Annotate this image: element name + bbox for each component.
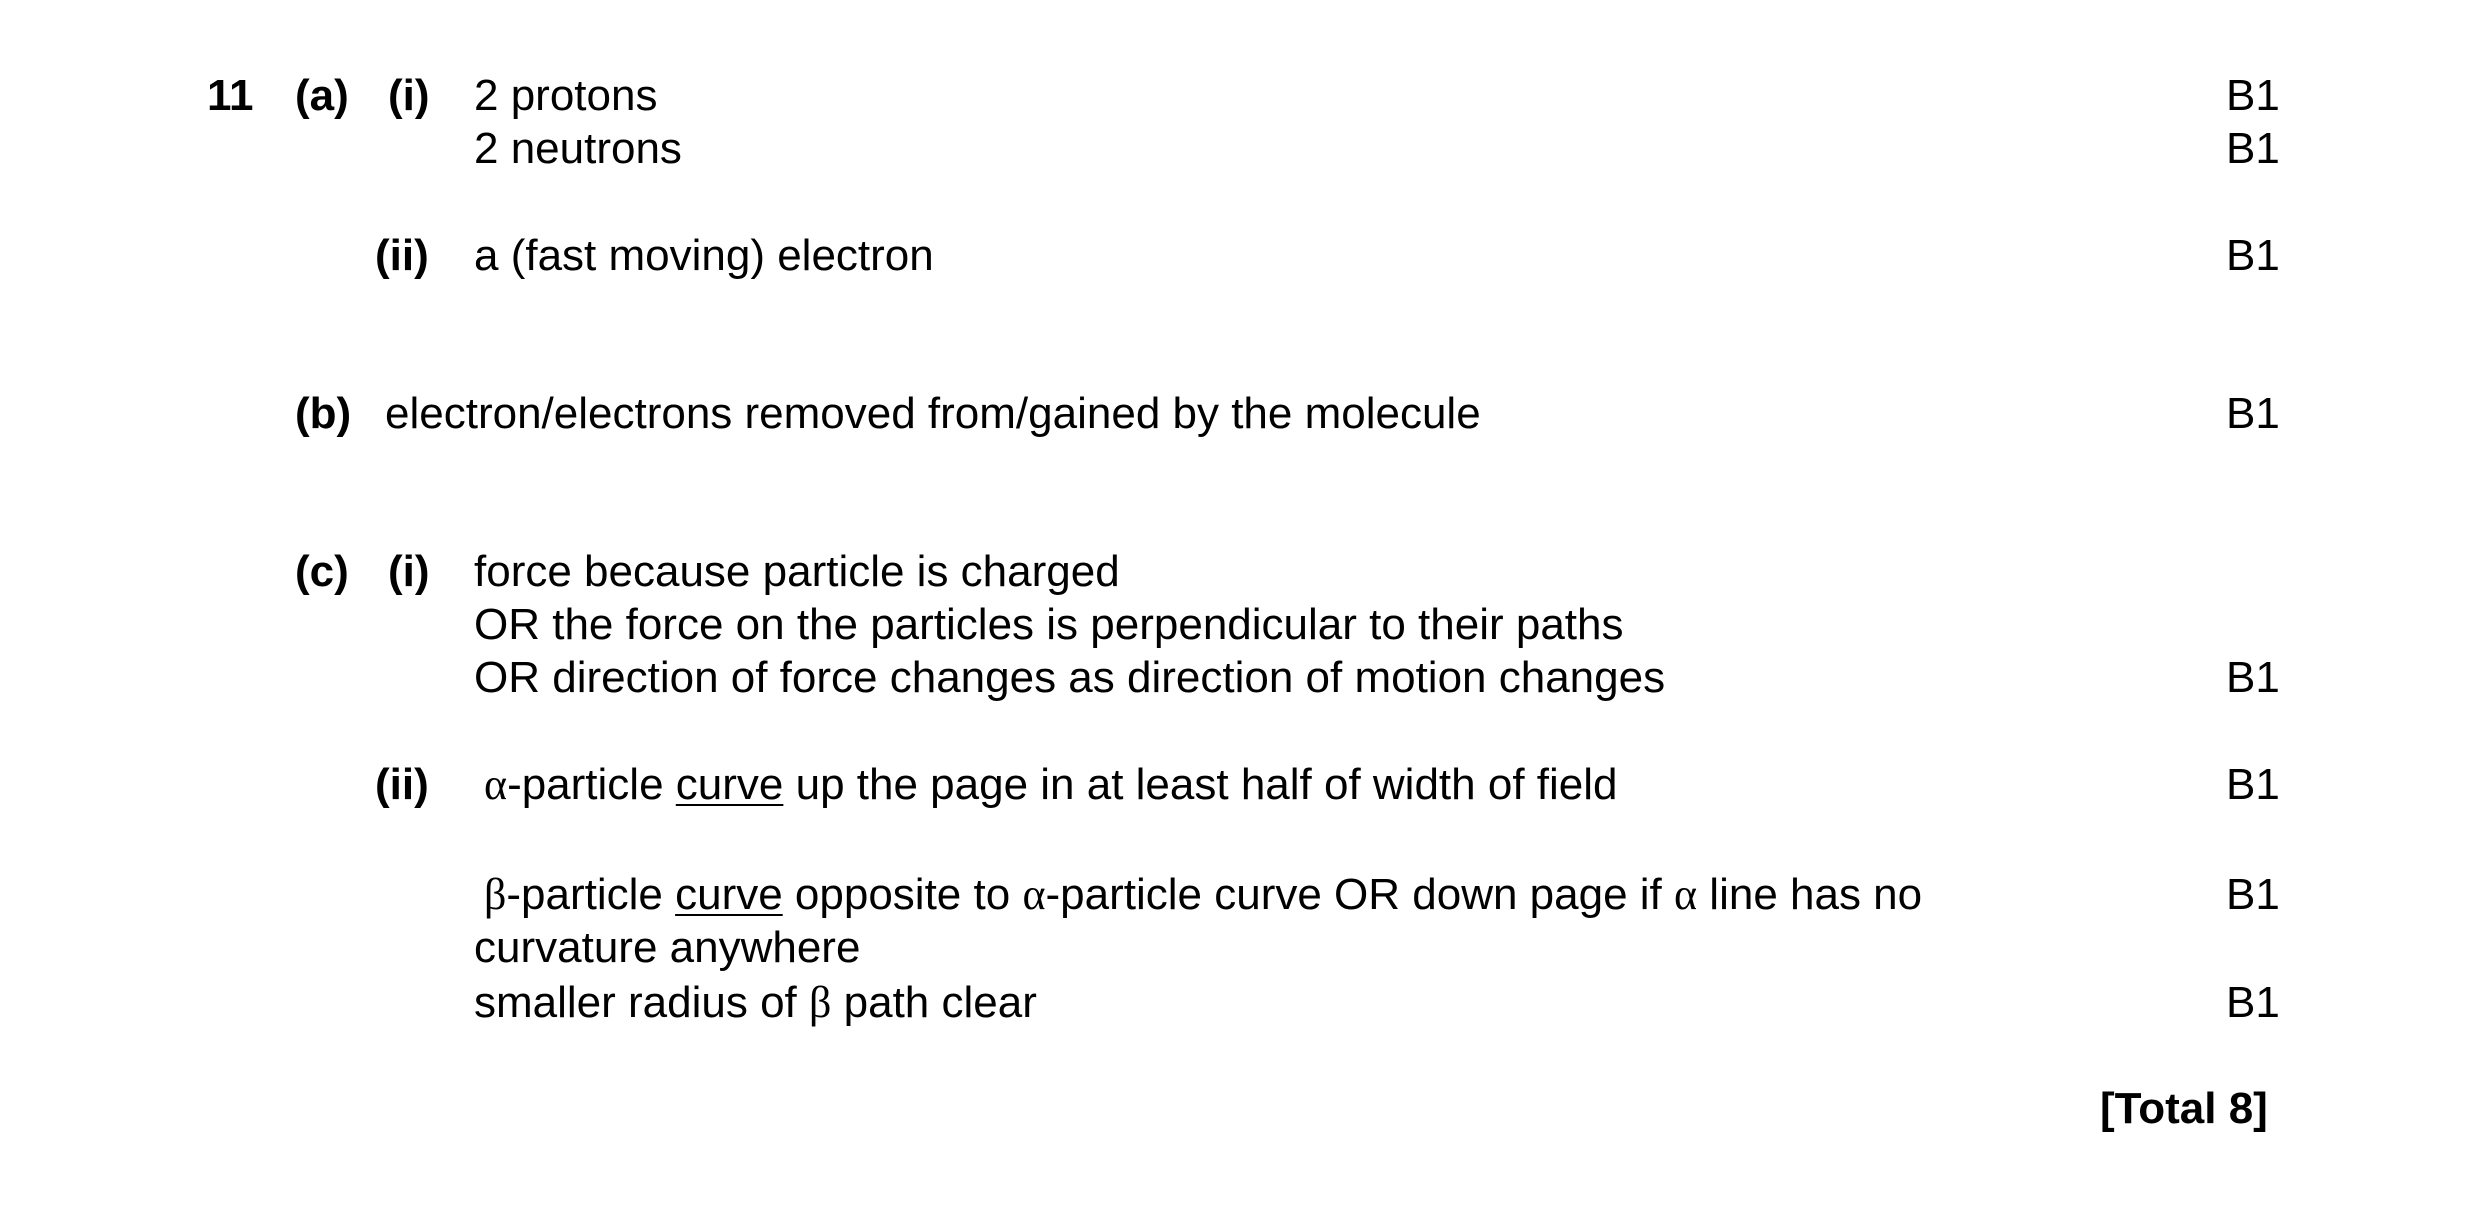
answer-text: opposite to xyxy=(782,870,1023,919)
beta-symbol: β xyxy=(809,978,832,1027)
mark-label: B1 xyxy=(2226,760,2280,809)
part-c-ii-label: (ii) xyxy=(375,760,429,809)
beta-symbol: β xyxy=(484,870,507,919)
answer-text: -particle curve OR down page if xyxy=(1045,870,1675,919)
answer-text: -particle xyxy=(507,760,676,809)
answer-line: 2 neutrons xyxy=(474,124,682,173)
part-c-label: (c) xyxy=(295,547,349,596)
answer-line: OR the force on the particles is perpendicular to their paths xyxy=(474,600,1624,649)
alpha-symbol: α xyxy=(1674,870,1698,919)
underlined-word: curve xyxy=(675,870,783,919)
answer-text: path clear xyxy=(831,978,1037,1027)
part-a-i-label: (i) xyxy=(388,71,430,120)
answer-line: force because particle is charged xyxy=(474,547,1120,596)
answer-line: electron/electrons removed from/gained by the molecule xyxy=(385,389,1481,438)
alpha-symbol: α xyxy=(484,760,508,809)
answer-line: a (fast moving) electron xyxy=(474,231,934,280)
answer-line: curvature anywhere xyxy=(474,923,861,972)
answer-text: line has no xyxy=(1697,870,1923,919)
part-a-label: (a) xyxy=(295,71,349,120)
mark-label: B1 xyxy=(2226,71,2280,120)
mark-label: B1 xyxy=(2226,978,2280,1027)
alpha-symbol: α xyxy=(1022,870,1046,919)
question-number: 11 xyxy=(207,71,254,120)
mark-label: B1 xyxy=(2226,653,2280,702)
answer-text: -particle xyxy=(506,870,676,919)
mark-label: B1 xyxy=(2226,124,2280,173)
mark-label: B1 xyxy=(2226,870,2280,919)
part-c-i-label: (i) xyxy=(388,547,430,596)
mark-label: B1 xyxy=(2226,389,2280,438)
beta-answer-line xyxy=(484,869,1922,921)
total-marks: [Total 8] xyxy=(2100,1084,2268,1133)
answer-text: smaller radius of xyxy=(474,978,810,1027)
answer-text: up the page in at least half of width of field xyxy=(783,760,1618,809)
underlined-word: curve xyxy=(675,760,784,809)
mark-label: B1 xyxy=(2226,231,2280,280)
radius-answer-line xyxy=(474,977,1037,1029)
answer-line: OR direction of force changes as direction of motion changes xyxy=(474,653,1666,702)
part-b-label: (b) xyxy=(295,389,352,438)
alpha-answer-line xyxy=(484,759,1617,811)
answer-line: 2 protons xyxy=(474,71,658,120)
part-a-ii-label: (ii) xyxy=(375,231,429,280)
